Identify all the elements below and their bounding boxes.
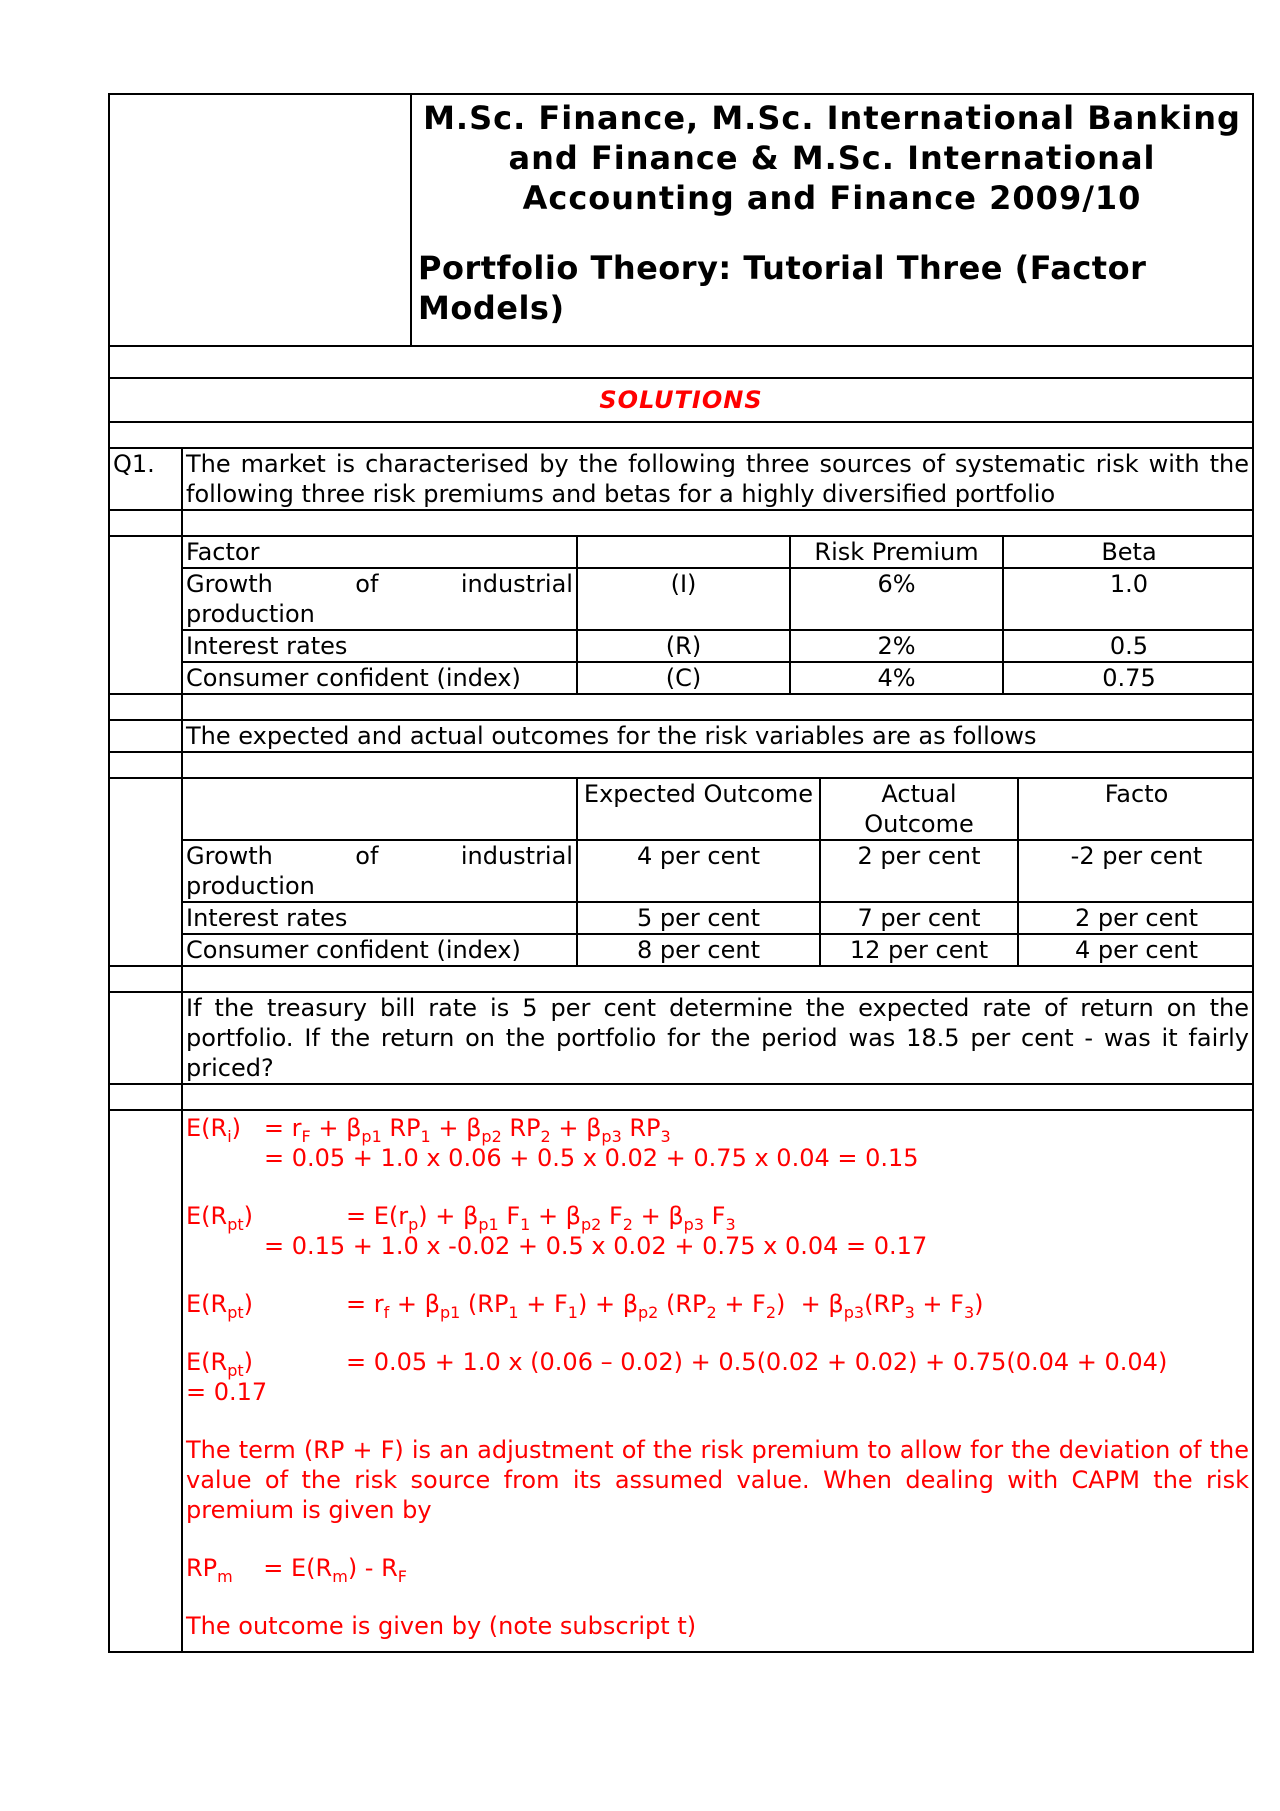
table-row: Consumer confident (index) 8 per cent 12 per cent 4 per cent: [183, 934, 1254, 965]
document-table: [108, 93, 1254, 1653]
table1-header-beta: Beta: [1003, 537, 1254, 568]
explanation-paragraph: The term (RP + F) is an adjustment of the risk premium to allow for the deviation of the value of the risk source from its assumed value. When dealing with CAPM the risk premium is given by: [186, 1436, 1249, 1524]
equation-4: $E(R_{pt}) = 0.05 + 1.0$ x (0.06 – 0.02) + 0.5(0.02 + 0.02) + 0.75(0.04 + 0.04): [186, 1348, 1168, 1380]
outcomes-table: [183, 779, 1254, 965]
table-row: Growth of industrial production 4 per cent 2 per cent -2 per cent: [183, 840, 1254, 902]
equation-2: $E(R_{pt}) = E(r_p) + \beta_{p1}$ $F_1 + \beta_{p2}$ $F_2 + \beta_{p3}$ $F_3$: [186, 1202, 736, 1234]
equation-2-result: = 0.15 + 1.0 x -0.02 + 0.5 x 0.02 + 0.75 x 0.04 = 0.17: [264, 1232, 928, 1260]
table-row: Interest rates (R) 2% 0.5: [183, 630, 1254, 662]
header-row: [109, 94, 1253, 346]
solutions-row: [109, 378, 1253, 422]
table1-header-blank: [577, 537, 790, 568]
equation-1-result: = 0.05 + 1.0 x 0.06 + 0.5 x 0.02 + 0.75 x 0.04 = 0.15: [264, 1144, 919, 1172]
equation-4-result: = 0.17: [186, 1378, 268, 1406]
table-row: Growth of industrial production (I) 6% 1.0: [183, 568, 1254, 630]
table2-header-factor: Facto: [1018, 779, 1254, 840]
solution-block: [182, 1110, 1253, 1652]
tutorial-title: Portfolio Theory: Tutorial Three (Factor Models): [418, 249, 1147, 327]
table1-header-factor: Factor: [183, 537, 577, 568]
risk-premium-table: [183, 537, 1254, 693]
table-row: Consumer confident (index) (C) 4% 0.75: [183, 662, 1254, 693]
capm-equation: $RP_m$ = $E(R_m) - R_F$: [186, 1554, 407, 1586]
table1-header-premium: Risk Premium: [790, 537, 1003, 568]
outcome-note: The outcome is given by (note subscript t): [186, 1612, 697, 1640]
document-page: [108, 93, 1252, 1653]
table-row: Interest rates 5 per cent 7 per cent 2 per cent: [183, 902, 1254, 934]
table2-header-blank: [183, 779, 577, 840]
programme-title: M.Sc. Finance, M.Sc. International Banking and Finance & M.Sc. International Accounting and Finance 2009/10: [423, 99, 1241, 217]
table2-header-expected: Expected Outcome: [577, 779, 820, 840]
table2-header-actual: Actual Outcome: [820, 779, 1018, 840]
question-prompt: If the treasury bill rate is 5 per cent determine the expected rate of return on the portfolio. If the return on the portfolio for the period was 18.5 per cent - was it fairly priced?: [182, 992, 1253, 1084]
solutions-label: SOLUTIONS: [109, 378, 1253, 422]
question-intro: The market is characterised by the following three sources of systematic risk with the following three risk premiums and betas for a highly diversified portfolio: [182, 448, 1253, 510]
outcomes-intro: The expected and actual outcomes for the risk variables are as follows: [182, 720, 1253, 752]
equation-3: $E(R_{pt}) = r_f + \beta_{p1}$ $(RP_1 + F_1) + \beta_{p2}$ $(RP_2 + F_2) + \beta_{p3}(RP_3 + F_3)$: [186, 1290, 984, 1322]
question-number: Q1.: [109, 448, 182, 510]
equation-1: $E(R_i) = r_F + \beta_{p1}$ $RP_1 + \beta_{p2}$ $RP_2 + \beta_{p3}$ $RP_3$: [186, 1114, 671, 1146]
